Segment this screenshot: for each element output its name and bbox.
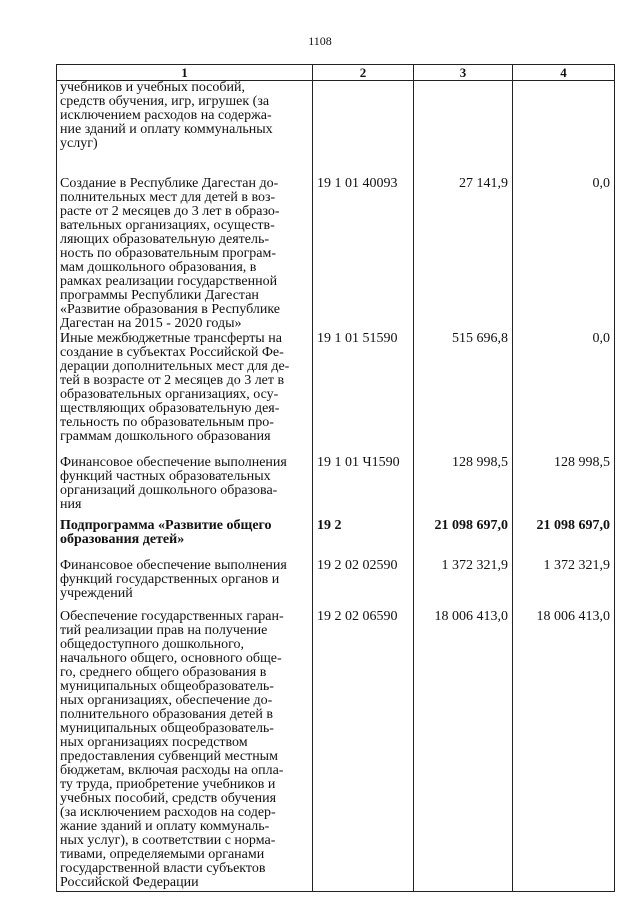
column-header-name: 1	[57, 65, 313, 81]
row-code: 19 1 01 40093	[313, 177, 414, 332]
row-value-1: 21 098 697,0	[414, 519, 513, 559]
row-value-1: 27 141,9	[414, 177, 513, 332]
row-value-1: 515 696,8	[414, 332, 513, 456]
page-number: 1108	[308, 34, 332, 48]
row-name: Иные межбюджетные трансферты на создание в субъектах Российской Фе- дерации дополнительных мест для де- тей в возрасте от 2 месяцев до 3 лет в образовательных организациях, осу- ществляющих образовательную дея- тельность по образовательным про- граммам дошкольного образования	[57, 332, 313, 456]
row-value-2: 18 006 413,0	[513, 610, 615, 892]
row-value-1: 18 006 413,0	[414, 610, 513, 892]
column-header-value-1: 3	[414, 65, 513, 81]
column-header-code: 2	[313, 65, 414, 81]
row-code: 19 2 02 02590	[313, 559, 414, 610]
row-name: учебников и учебных пособий, средств обучения, игр, игрушек (за исключением расходов на содержа- ние зданий и оплату коммунальных услуг)	[57, 81, 313, 177]
row-code: 19 1 01 Ч1590	[313, 456, 414, 519]
row-value-1: 1 372 321,9	[414, 559, 513, 610]
row-value-2: 0,0	[513, 177, 615, 332]
row-value-2: 1 372 321,9	[513, 559, 615, 610]
row-value-2: 0,0	[513, 332, 615, 456]
row-value-2: 128 998,5	[513, 456, 615, 519]
row-value-2: 21 098 697,0	[513, 519, 615, 559]
row-value-1: 128 998,5	[414, 456, 513, 519]
row-value-1	[414, 81, 513, 177]
row-code: 19 1 01 51590	[313, 332, 414, 456]
budget-table	[56, 64, 615, 892]
table-header-row	[57, 65, 615, 81]
row-name: Подпрограмма «Развитие общего образования детей»	[57, 519, 313, 559]
row-code	[313, 81, 414, 177]
table-row	[57, 332, 615, 456]
table-row	[57, 81, 615, 177]
row-name: Финансовое обеспечение выполнения функций частных образовательных организаций дошкольного образова- ния	[57, 456, 313, 519]
row-value-2	[513, 81, 615, 177]
table-row-subprogram	[57, 519, 615, 559]
table-row	[57, 456, 615, 519]
table-row	[57, 559, 615, 610]
row-name: Финансовое обеспечение выполнения функций государственных органов и учреждений	[57, 559, 313, 610]
row-name: Создание в Республике Дагестан до- полнительных мест для детей в воз- расте от 2 месяцев до 3 лет в образо- вательных организациях, осуществ- ляющих образовательную деятель- ность по образовательным програм- мам дошкольного образования, в рамках реализации государственной программы Республики Дагестан «Развитие образования в Республике Дагестан на 2015 - 2020 годы»	[57, 177, 313, 332]
table-row	[57, 177, 615, 332]
table-row	[57, 610, 615, 892]
column-header-value-2: 4	[513, 65, 615, 81]
row-code: 19 2 02 06590	[313, 610, 414, 892]
row-code: 19 2	[313, 519, 414, 559]
row-name: Обеспечение государственных гаран- тий реализации прав на получение общедоступного дошкольного, начального общего, основного обще- го, среднего общего образования в муниципальных общеобразователь- ных организациях, обеспечение до- полнительного образования детей в муниципальных общеобразователь- ных организациях посредством предоставления субвенций местным бюджетам, включая расходы на опла- ту труда, приобретение учебников и учебных пособий, средств обучения (за исключением расходов на содер- жание зданий и оплату коммуналь- ных услуг), в соответствии с норма- тивами, определяемыми органами государственной власти субъектов Российской Федерации	[57, 610, 313, 892]
